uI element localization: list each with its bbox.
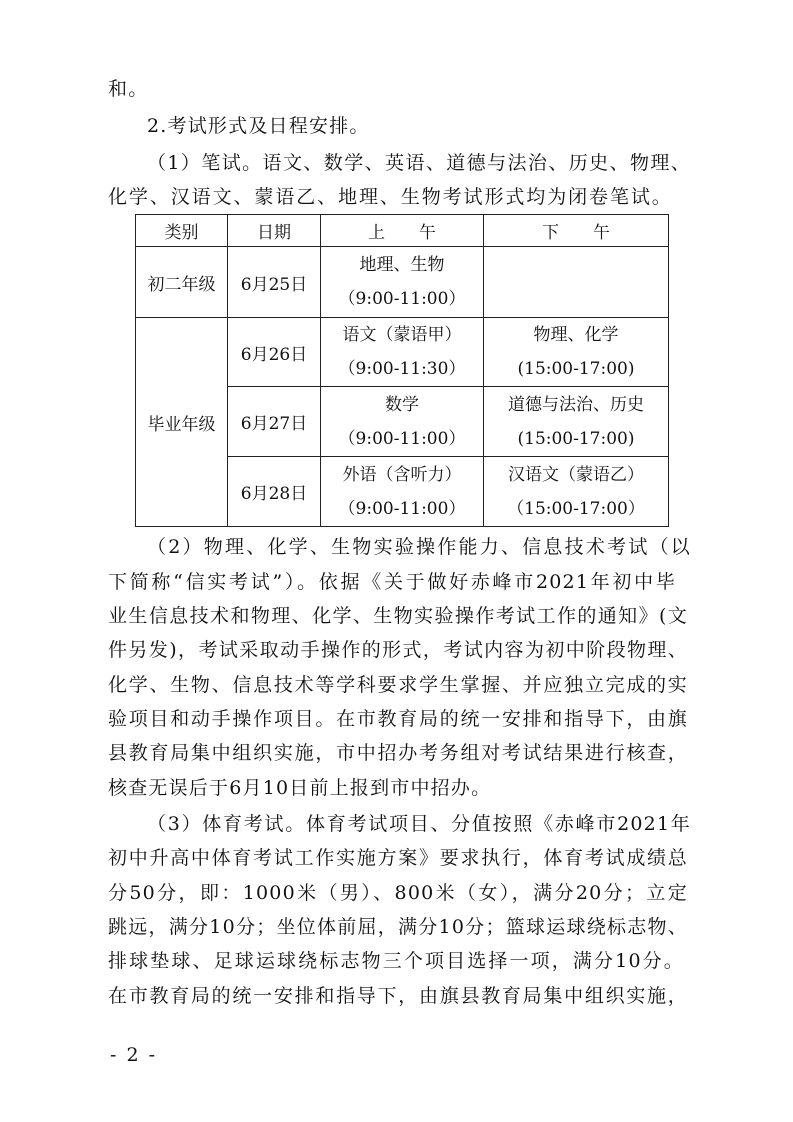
para2-line-3: 业生信息技术和物理、化学、生物实验操作考试工作的通知》(文 — [108, 605, 688, 627]
morning-cell — [321, 457, 484, 527]
header-date: 日期 — [228, 215, 321, 247]
time-text: （9:00-11:00） — [338, 289, 466, 309]
para2-line-2: 下简称“信实考试”）。依据《关于做好赤峰市2021年初中毕 — [108, 571, 676, 593]
body-line-1: 和。 — [108, 78, 149, 100]
para2-line-8: 核查无误后于6月10日前上报到市中招办。 — [108, 777, 492, 799]
afternoon-cell — [484, 318, 669, 387]
subject-text: 道德与法治、历史 — [508, 394, 644, 415]
subject-text: 数学 — [385, 394, 419, 415]
time-text: （9:00-11:00） — [338, 428, 466, 449]
table-row — [136, 318, 669, 387]
afternoon-cell — [484, 457, 669, 527]
para2-line-5: 化学、生物、信息技术等学科要求学生掌握、并应独立完成的实 — [108, 674, 688, 696]
time-text: （9:00-11:00） — [338, 498, 466, 519]
para3-line-5: 排球垫球、足球运球绕标志物三个项目选择一项，满分10分。 — [108, 950, 684, 972]
page-number: - 2 - — [110, 1044, 158, 1066]
subject-text: 物理、化学 — [533, 325, 619, 345]
date-cell: 6月27日 — [228, 387, 321, 457]
time-text: (15:00-17:00) — [517, 428, 635, 449]
time-text: （15:00-17:00） — [507, 498, 645, 519]
header-category: 类别 — [136, 215, 228, 247]
body-line-4: 化学、汉语文、蒙语乙、地理、生物考试形式均为闭卷笔试。 — [108, 186, 672, 208]
date-cell: 6月25日 — [228, 247, 321, 318]
morning-cell — [321, 387, 484, 457]
section-heading: 2.考试形式及日程安排。 — [147, 115, 370, 137]
time-text: (15:00-17:00) — [517, 359, 635, 379]
date-cell: 6月28日 — [228, 457, 321, 527]
para3-line-1: （3）体育考试。体育考试项目、分值按照《赤峰市2021年 — [147, 813, 691, 835]
subject-text: 汉语文（蒙语乙） — [508, 464, 644, 485]
para2-line-1: （2）物理、化学、生物实验操作能力、信息技术考试（以 — [147, 536, 691, 558]
header-morning: 上 午 — [321, 215, 484, 247]
subject-text: 外语（含听力） — [342, 464, 462, 485]
para3-line-4: 跳远，满分10分；坐位体前屈，满分10分；篮球运球绕标志物、 — [108, 916, 688, 938]
table-row — [136, 247, 669, 318]
exam-schedule-table — [135, 214, 669, 527]
body-line-3: （1）笔试。语文、数学、英语、道德与法治、历史、物理、 — [147, 152, 691, 174]
subject-text: 语文（蒙语甲） — [342, 325, 462, 345]
group-label: 毕业年级 — [136, 318, 228, 527]
morning-cell — [321, 318, 484, 387]
para2-line-7: 县教育局集中组织实施，市中招办考务组对考试结果进行核查， — [108, 742, 688, 764]
table-header-row — [136, 215, 669, 247]
para2-line-4: 件另发)，考试采取动手操作的形式，考试内容为初中阶段物理、 — [108, 639, 688, 661]
para3-line-2: 初中升高中体育考试工作实施方案》要求执行，体育考试成绩总 — [108, 847, 688, 869]
date-cell: 6月26日 — [228, 318, 321, 387]
morning-cell — [321, 247, 484, 318]
afternoon-cell — [484, 387, 669, 457]
subject-text: 地理、生物 — [359, 255, 445, 275]
group-label: 初二年级 — [136, 247, 228, 318]
para3-line-3: 分50分，即：1000米（男）、800米（女），满分20分；立定 — [108, 882, 688, 904]
para3-line-6: 在市教育局的统一安排和指导下，由旗县教育局集中组织实施， — [108, 985, 688, 1007]
para2-line-6: 验项目和动手操作项目。在市教育局的统一安排和指导下，由旗 — [108, 708, 688, 730]
afternoon-cell — [484, 247, 669, 318]
time-text: （9:00-11:30） — [338, 359, 466, 379]
header-afternoon: 下 午 — [484, 215, 669, 247]
